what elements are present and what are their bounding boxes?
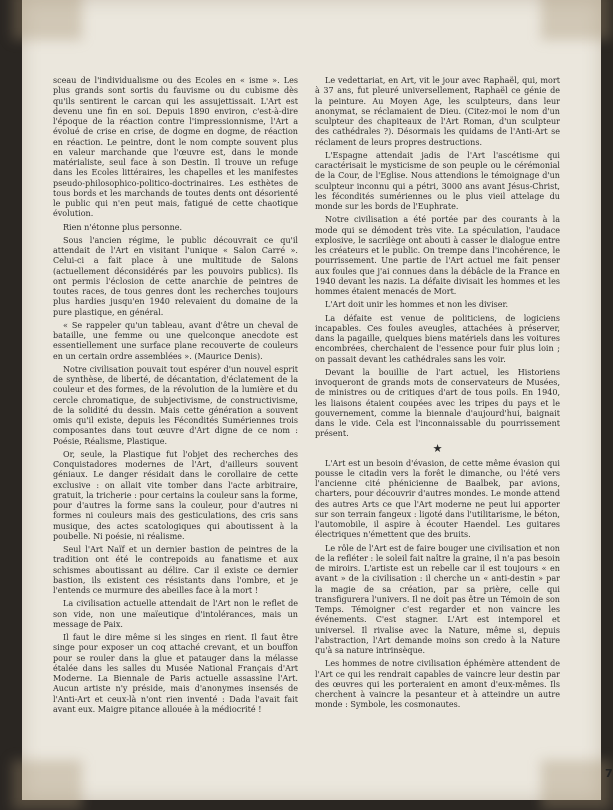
- paragraph: sceau de l'individualisme ou des Ecoles en « isme ». Les plus grands sont sortis du fauvisme ou du cubisme dès qu'ils sentirent le carcan qui les assujettissait. L'Art est devenu une fin en soi. Depuis 1890 environ, c'est-à-dire l'époque de la réaction contre l'impressionnisme, l'Art a évolué de crise en crise, de dogme en dogme, de réaction en réaction. Le peintre, dont le nom compte souvent plus en valeur marchande que l'œuvre est, dans le monde matérialiste, seul face à son Destin. Il trouve un refuge dans les Ecoles littéraires, les chapelles et les manifestes pseudo-philosophico-politico-doctrinaires. Les esthètes de tous bords et les marchands de toutes dents ont désorienté le public qui n'en peut mais, fatigué de cette chaotique évolution.: [53, 76, 298, 219]
- paragraph: Le rôle de l'Art est de faire bouger une civilisation et non de la refléter : le soleil fait naître la graine, il n'a pas besoin de miroirs. L'artiste est un rebelle car il est toujours « en avant » de la civilisation : il cherche un « anti-destin » par la magie de sa création, par sa prière, celle qui transfigurera l'univers. Il ne doit pas être un Témoin de son Temps. Témoigner c'est regarder et non vaincre les événements. C'est stagner. L'Art est intemporel et universel. Il rivalise avec la Nature, même si, depuis l'abstraction, l'Art demande moins son credo à la Nature qu'à sa nature intrinsèque.: [315, 543, 560, 655]
- magazine-page: [22, 0, 613, 800]
- paragraph: Sous l'ancien régime, le public découvrait ce qu'il attendait de l'Art en visitant l'unique « Salon Carré ». Celui-ci a fait place à une multitude de Salons (actuellement déconsidérés par les pouvoirs publics). Ils ont permis l'éclosion de cette anarchie de peintres de toutes races, de tous genres dont les recherches toujours plus hardies jusqu'en 1940 relevaient du domaine de la pure plastique, en général.: [53, 235, 298, 317]
- paragraph: La civilisation actuelle attendait de l'Art non le reflet de son vide, non une maïeutique d'intolérances, mais un message de Paix.: [53, 599, 298, 629]
- page-number: 7: [605, 767, 613, 780]
- paragraph: L'Art est un besoin d'évasion, de cette même évasion qui pousse le citadin vers la forêt le dimanche, ou l'été vers l'ancienne cité phénicienne de Baalbek, par avions, charters, pour découvrir d'autres mondes. Le monde attend des autres Arts ce que l'Art moderne ne peut lui apporter sur son terrain fangeux : ligoté dans l'utilitarisme, le béton, l'automobile, il aspire à écouter Haendel. Les guitares électriques n'émettent que des bruits.: [315, 458, 560, 540]
- paragraph: L'Art doit unir les hommes et non les diviser.: [325, 300, 509, 310]
- paragraph: Devant la bouillie de l'art actuel, les Historiens invoqueront de grands mots de conservateurs de Musées, de ministres ou de critiques d'art de tous poils. En 1940, les liaisons étaient coupées avec les tripes du pays et le gouvernement, comme la biennale d'aujourd'hui, baignait dans le vide. Cela est l'inconnaissable du pourrissement présent.: [315, 367, 560, 439]
- corner-shadow: [12, 760, 82, 810]
- star-separator-icon: ★: [432, 441, 443, 455]
- paragraph: Les hommes de notre civilisation éphémère attendent de l'Art ce qui les rendrait capables de vaincre leur destin par des œuvres qui les porteraient en amont d'eux-mêmes. Ils cherchent à vaincre la pesanteur et à atteindre un autre monde : Symbole, les cosmonautes.: [315, 659, 560, 710]
- paragraph: L'Espagne attendait jadis de l'Art l'ascétisme qui caractérisait le mysticisme de son peuple ou le cérémonial de la Cour, de l'Eglise. Nous attendions le témoignage d'un sculpteur inconnu qui a pétri, 3000 ans avant Jésus-Christ, les fécondités sumériennes ou le plus vieil attelage du monde sur les bords de l'Euphrate.: [315, 150, 560, 211]
- corner-shadow: [12, 0, 82, 40]
- paragraph: « Se rappeler qu'un tableau, avant d'être un cheval de bataille, une femme ou une quelconque anecdote est essentiellement une surface plane recouverte de couleurs en un certain ordre assemblées ». (Maurice Denis).: [53, 320, 298, 361]
- right-column: [315, 76, 560, 714]
- corner-shadow: [541, 0, 611, 40]
- left-column: [53, 76, 298, 718]
- paragraph: Seul l'Art Naïf et un dernier bastion de peintres de la tradition ont été le contrepoids au fanatisme et aux schismes aboutissant au délire. Car il existe ce dernier bastion, ils existent ces résistants dans l'ombre, et je l'entends ce murmure des abeilles face à la mort !: [53, 545, 298, 595]
- corner-shadow: [541, 760, 611, 810]
- paragraph: Le vedettariat, en Art, vit le jour avec Raphaël, qui, mort à 37 ans, fut pleuré universellement, Raphaël ce génie de la peinture. Au Moyen Age, les sculpteurs, dans leur anonymat, se réclamaient de Dieu. (Citez-moi le nom d'un sculpteur des chapiteaux de l'Art Roman, d'un sculpteur des cathédrales ?). Désormais les quidams de l'Anti-Art se réclament de leurs propres destructions.: [315, 76, 560, 147]
- paragraph: Il faut le dire même si les singes en rient. Il faut être singe pour exposer un coq attaché crevant, et un bouffon pour se rouler dans la glue et patauger dans la mélasse étalée dans les salles du Musée National Français d'Art Moderne. La Biennale de Paris actuelle assassine l'Art. Aucun artiste n'y préside, mais d'anonymes insensés de l'Anti-Art et ceux-là n'ont rien inventé : Dada l'avait fait avant eux. Maigre pitance allouée à la médiocrité !: [53, 633, 298, 714]
- paragraph: Rien n'étonne plus personne.: [63, 222, 183, 232]
- paragraph: Notre civilisation a été portée par des courants à la mode qui se démodent très vite. La spéculation, l'audace explosive, le sacrilège ont abouti à casser le dialogue entre les créateurs et le public. On trempe dans l'incohérence, le pourrissement. Une partie de l'Art actuel me fait penser aux foules que j'ai connues dans la débâcle de la France en 1940 devant les nazis. La défaite divisait les hommes et les hommes étaient menacés de Mort.: [315, 215, 560, 296]
- paragraph: Notre civilisation pouvait tout espérer d'un nouvel esprit de synthèse, de liberté, de décantation, d'éclatement de la couleur et des formes, de la révolution de la lumière et du cercle chromatique, de subjectivisme, de constructivisme, de la solidité du dessin. Mais cette génération a souvent omis qu'il existe, depuis les Fécondités Sumériennes trois composantes dans tout œuvre d'Art digne de ce nom : Poésie, Réalisme, Plastique.: [53, 364, 298, 446]
- paragraph: Or, seule, la Plastique fut l'objet des recherches des Conquistadores modernes de l'Art, d'ailleurs souvent géniaux. Le danger résidait dans le corollaire de cette exclusive : on allait vite tomber dans l'acte arbitraire, gratuit, la tricherie : pour certains la couleur sans la forme, pour d'autres la forme sans la couleur, pour d'autres ni formes ni couleurs mais des gesticulations, des cris sans musique, des actes scatologiques qui aboutissent à la poubelle. Ni poésie, ni réalisme.: [53, 449, 298, 541]
- paragraph: La défaite est venue de politiciens, de logiciens incapables. Ces foules aveugles, attachées à préserver, dans la pagaille, quelques biens matériels dans les voitures encombrées, cherchaient de l'essence pour fuir plus loin ; on passait devant les cathédrales sans les voir.: [315, 313, 560, 364]
